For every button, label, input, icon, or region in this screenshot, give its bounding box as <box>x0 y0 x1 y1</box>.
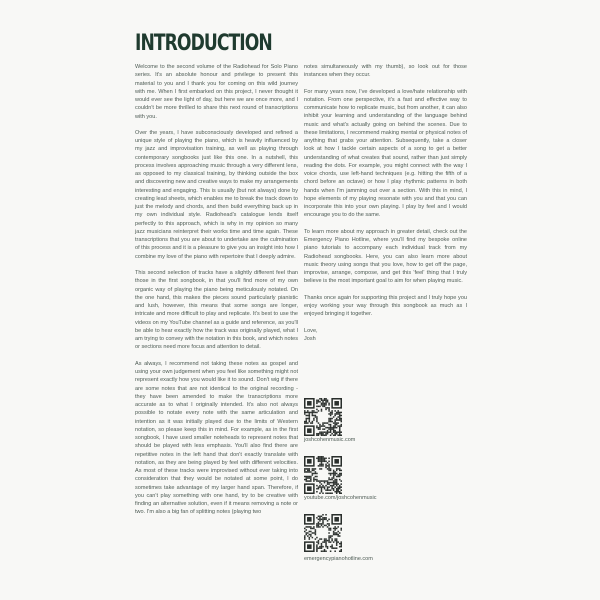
qr-label-hotline[interactable]: emergencypianohotline.com <box>304 556 373 562</box>
paragraph: As always, I recommend not taking these notes as gospel and using your own judgement when you feel like something might not represent exactly how you would like it to sound. Don't wig if there are some notes that are not identical to the original recording - they have been amended to make the transcriptions more accurate as to what I originally intended. It's also not always possible to notate every note with the same articulation and intention as it was initially played due to the limits of Western notation, so please keep this in mind. For example, as in the first songbook, I have used smaller noteheads to represent notes that should be played with less emphasis. You'll also find there are repetitive notes in the left hand that don't exactly translate with notation, as they are being played by feel with different velocities. As most of these tracks were improvised without ever taking into consideration that they would be notated at some point, I do sometimes take advantage of my larger hand span. Therefore, if you can't play something with one hand, try to be creative with finding an alternative solution, even if it means removing a note or two. I'm also a big fan of splitting notes (playing two <box>135 360 298 516</box>
paragraph: To learn more about my approach in greater detail, check out the Emergency Piano Hotline, where you'll find my bespoke online piano tutorials to accompany each individual track from my Radiohead songbooks. Here, you can also learn more about music theory using songs that you love, how to get off the page, improvise, arrange, compose, and get this 'feel' thing that I truly believe is the most important goal to aim for when playing music. <box>304 228 467 285</box>
paragraph: Welcome to the second volume of the Radiohead for Solo Piano series. It's an absolute honour and privilege to present this material to you and I thank you for coming on this wild journey with me. When I first embarked on this project, I never thought it would ever see the light of day, but here we are once more, and I couldn't be more thrilled to share this next round of transcriptions with you. <box>135 64 298 120</box>
qr-code-icon[interactable] <box>304 398 342 436</box>
paragraph: For many years now, I've developed a love/hate relationship with notation. From one perspective, it's a fast and effective way to communicate how to replicate music, but from another, it can also inhibit your learning and understanding of the language behind music and what's actually going on behind the scenes. Due to these limitations, I recommend making mental or physical notes of anything that grabs your attention. Subsequently, take a closer look at how I tackle certain aspects of a song to get a better understanding of what creates that sound, rather than just simply reading the dots. For example, you might connect with the way I voice chords, use left-hand techniques (e.g. hitting the fifth of a chord before an octave) or how I play rhythmic patterns in both hands when I'm jamming out over a section. With this in mind, I hope elements of my playing resonate with you and that you can incorporate this into your own playing. I play by feel and I would encourage you to do the same. <box>304 88 467 219</box>
page-title: INTRODUCTION <box>135 31 272 56</box>
paragraph: notes simultaneously with my thumb), so look out for those instances when they occur. <box>304 64 467 79</box>
paragraph: This second selection of tracks have a slightly different feel than those in the first songbook, in that you'll find more of my own organic way of playing the piano being meticulously notated. On the one hand, this makes the pieces sound particularly pianistic and lush, however, this means that some songs are longer, intricate and more difficult to play and replicate. It's best to use the videos on my YouTube channel as a guide and reference, as you'll be able to hear exactly how the track was originally played, what I am trying to convey with the notation in this book, and which notes or sections need more focus and attention to detail. <box>135 270 298 351</box>
qr-label-youtube[interactable]: youtube.com/joshcohenmusic <box>304 495 377 501</box>
qr-code-icon[interactable] <box>304 514 342 552</box>
signoff-name: Josh <box>304 336 316 342</box>
left-column <box>135 63 298 525</box>
signoff-love: Love, <box>304 327 318 334</box>
qr-code-icon[interactable] <box>304 456 342 494</box>
paragraph: Thanks once again for supporting this project and I truly hope you enjoy working your way through this songbook as much as I enjoyed bringing it together. <box>304 294 467 318</box>
paragraph: Over the years, I have subconsciously developed and refined a unique style of playing the piano, which is heavily influenced by my jazz and improvisation training, as well as playing through contemporary songbooks just like this one. In a nutshell, this process involves approaching music through a very different lens, as opposed to my classical training, by thinking outside the box and discovering new and creative ways to make my arrangements interesting and engaging. This is usually (but not always) done by creating lead sheets, which enables me to break the track down to just the melody and chords, and then build everything back up in my own individual style. Radiohead's catalogue lends itself perfectly to this approach, which is why in my opinion so many jazz musicians reinterpret their works time and time again. These transcriptions that you are about to undertake are the culmination of this process and it is a pleasure to give you an insight into how I combine my love of the piano with repertoire that I deeply admire. <box>135 129 298 260</box>
qr-label-website[interactable]: joshcohenmusic.com <box>304 437 356 443</box>
right-column <box>304 63 467 343</box>
